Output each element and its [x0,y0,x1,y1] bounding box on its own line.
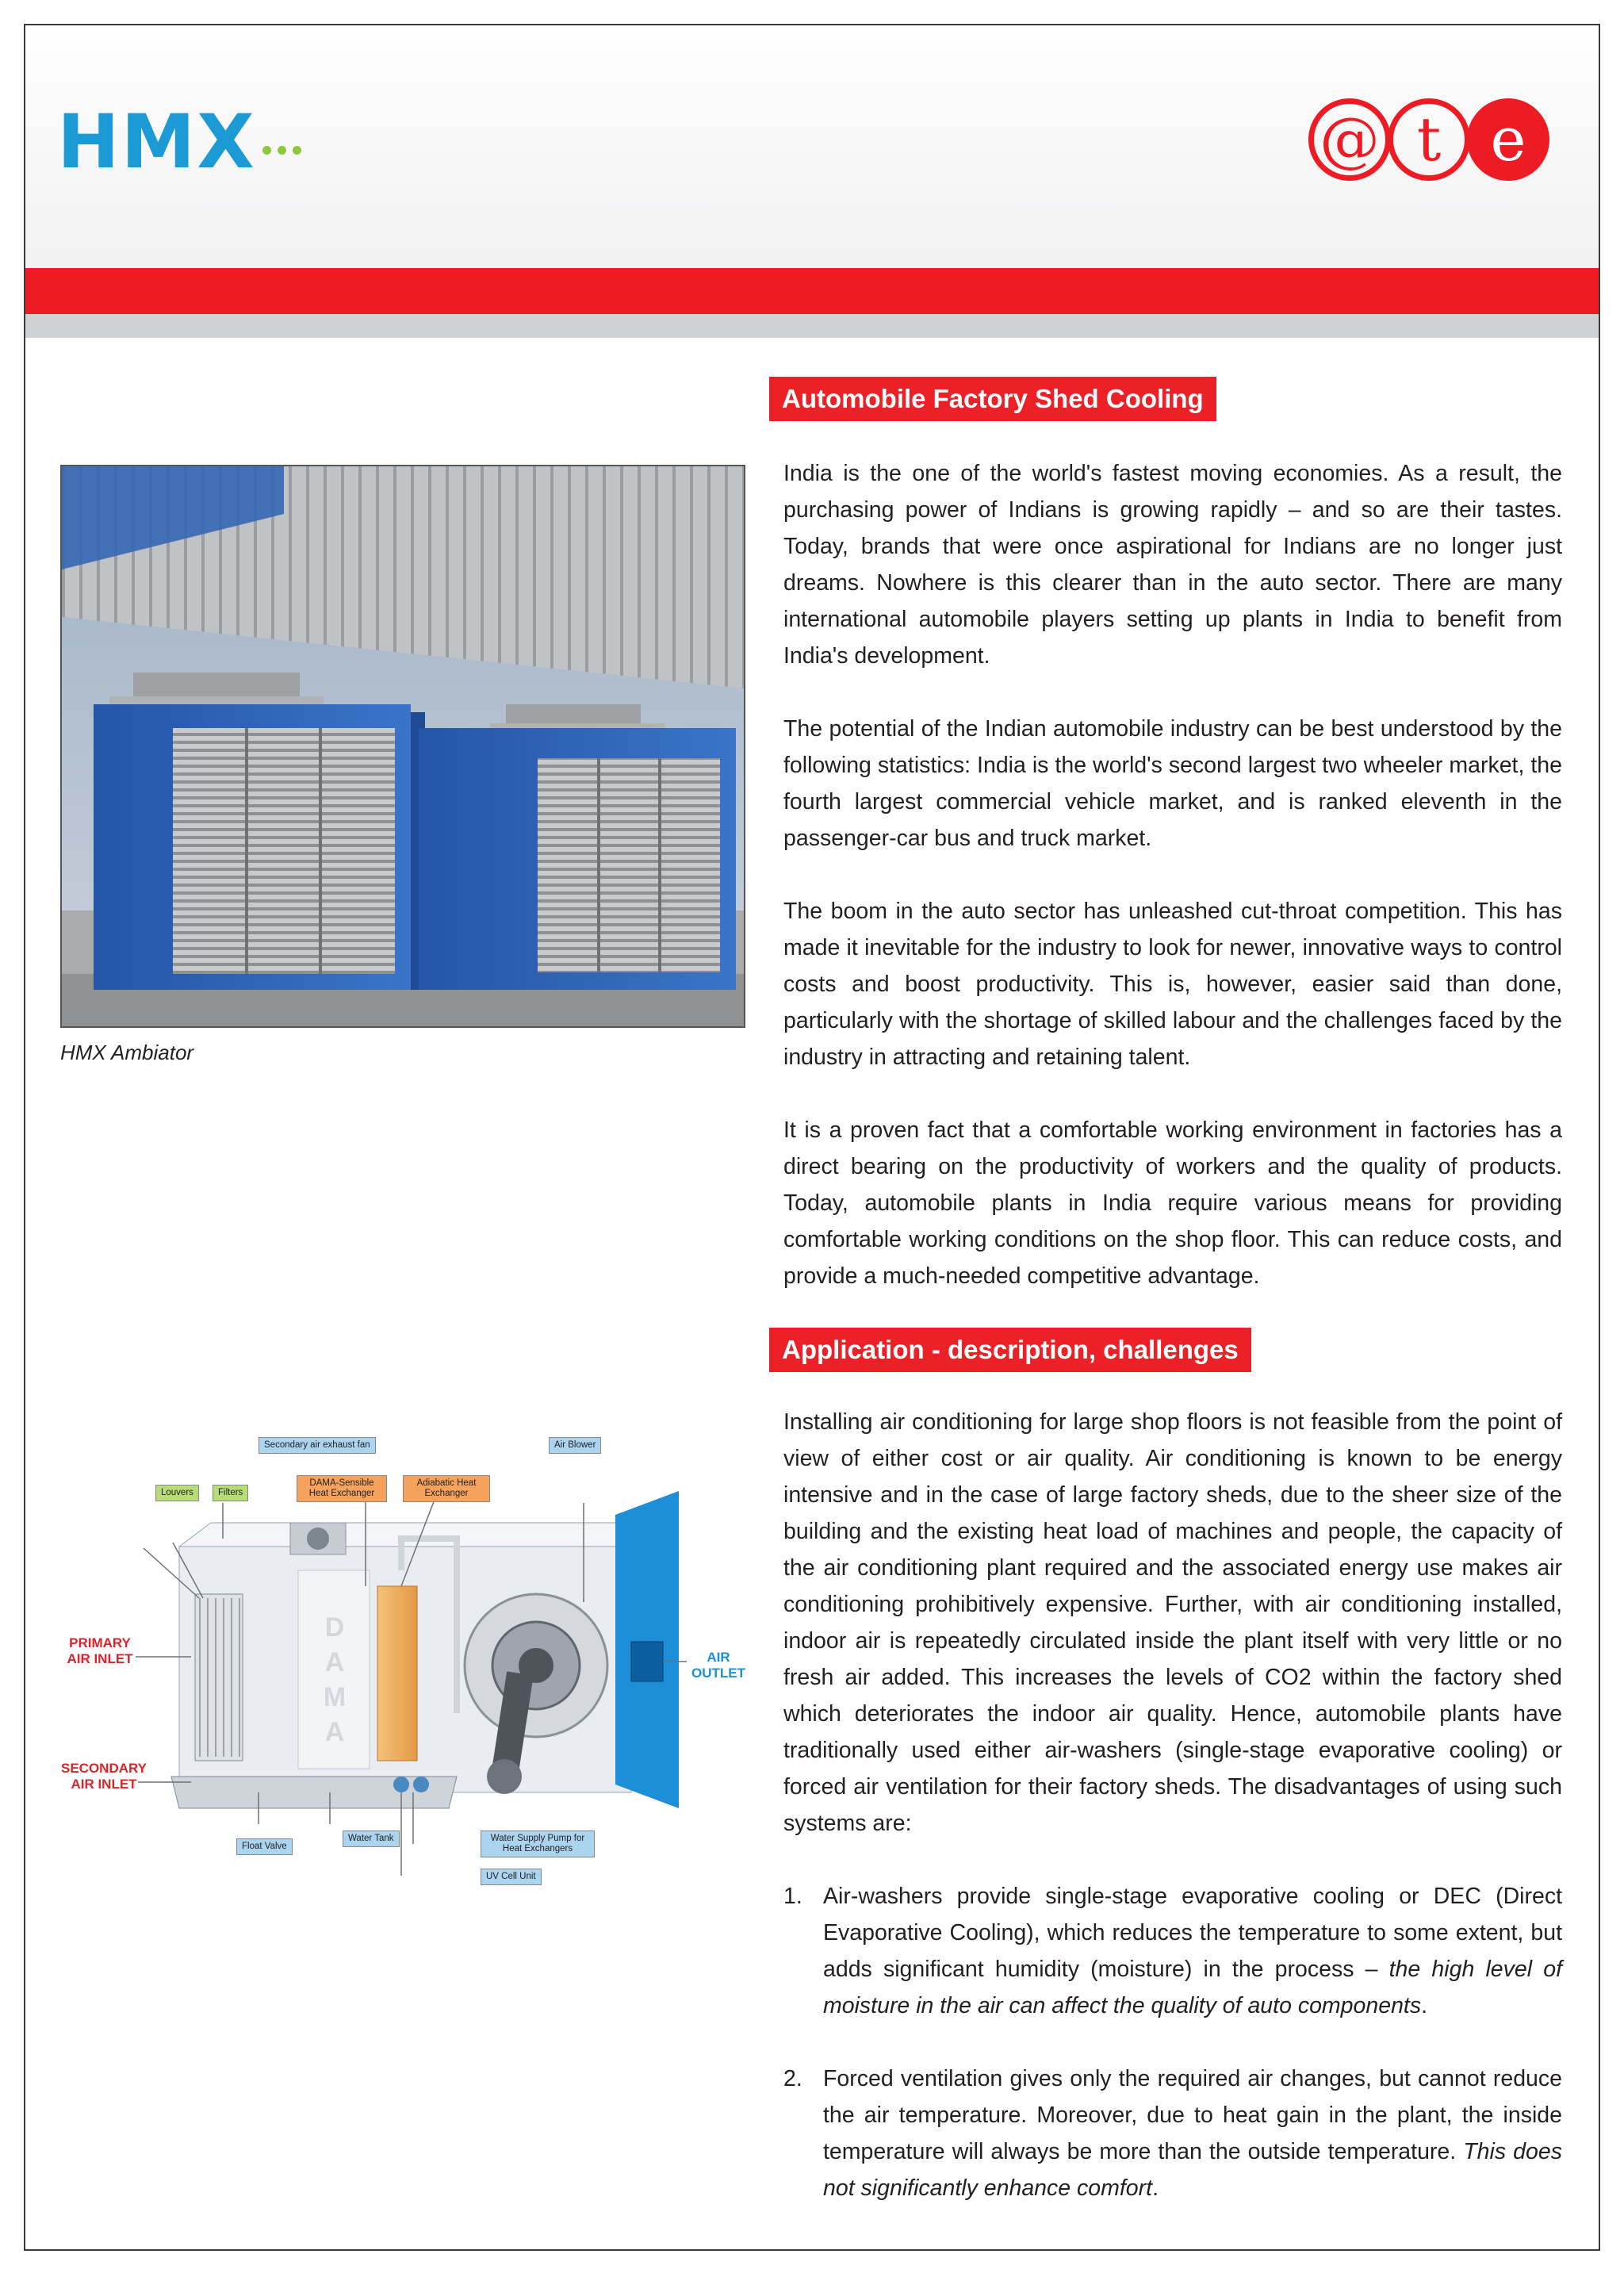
header-red-band [25,268,1599,314]
label-water-supply-pump: Water Supply Pump for Heat Exchangers [481,1830,595,1857]
photo-caption: HMX Ambiator [60,1041,194,1064]
list-number: 1. [783,1884,802,1909]
label-filters: Filters [213,1485,248,1501]
paragraph-environment: It is a proven fact that a comfortable working environment in factories has a direct bearing on the productivity of workers and the quality of products. Today, automobile plants in India require various means for providing comfortable working conditions on the shop floor. This can reduce costs, and provide a much-needed competitive advantage. [783,1117,1562,1289]
paragraph-statistics: The potential of the Indian automobile industry can be best understood by the following statistics: India is the world's second largest two wheeler market, the fourth largest commercial vehicle market, and is ranked eleventh in the passenger-car bus and truck market. [783,716,1562,851]
ambiator-diagram [60,1428,753,1903]
label-adiabatic-heat-exchanger: Adiabatic Heat Exchanger [403,1475,490,1502]
label-air-outlet: AIR OUTLET [691,1650,745,1681]
hmx-logo-dots [262,146,301,155]
dama-letters: DAMA [323,1612,347,1747]
label-air-blower: Air Blower [549,1437,601,1454]
ambiator-photo [60,465,745,1028]
label-dama-heat-exchanger: DAMA-Sensible Heat Exchanger [297,1475,387,1502]
paragraph-intro: India is the one of the world's fastest moving economies. As a result, the purchasing power of Indians is growing rapidly – and so are their tastes. Today, brands that were once aspirational for Indians are no longer just dreams. Nowhere is this clearer than in the auto sector. There are many international automobile players setting up plants in India to benefit from India's development. [783,461,1562,669]
section-title-shed-cooling: Automobile Factory Shed Cooling [769,377,1216,421]
label-float-valve: Float Valve [236,1838,293,1855]
ate-logo-letter: @ [1308,98,1391,181]
label-primary-air-inlet: PRIMARY AIR INLET [67,1635,133,1666]
ate-logo-letter: t [1388,98,1470,181]
label-water-tank: Water Tank [343,1830,400,1847]
paragraph-competition: The boom in the auto sector has unleashed cut-throat competition. This has made it inevitable for the industry to look for newer, innovative ways to control costs and boost productivity. This is, however, easier said than done, particularly with the shortage of skilled labour and the challenges faced by the industry in attracting and retaining talent. [783,899,1562,1070]
ate-logo-letter: e [1467,98,1549,181]
hmx-logo-text: HMX [57,99,256,186]
list-text: Forced ventilation gives only the required air changes, but cannot reduce the air temperature. Moreover, due to heat gain in the plant, the inside temperature will always be more than the outside temperature. This does not significantly enhance comfort. [823,2066,1562,2201]
ate-logo [1308,98,1546,181]
hmx-logo [57,99,301,186]
list-text: Air-washers provide single-stage evaporative cooling or DEC (Direct Evaporative Cooling), which reduces the temperature to some extent, but adds significant humidity (moisture) in the process – the high level of moisture in the air can affect the quality of auto components. [823,1884,1562,2018]
label-uv-cell-unit: UV Cell Unit [481,1869,542,1885]
paragraph-application: Installing air conditioning for large shop floors is not feasible from the point of view of either cost or air quality. Air conditioning is known to be energy intensive and in the case of large factory sheds, due to the sheer size of the building and the existing heat load of machines and people, the capacity of the air conditioning plant required and the associated energy use makes air conditioning prohibitively expensive. Further, with air conditioning installed, indoor air is repeatedly circulated inside the plant itself with very little or no fresh air added. This increases the levels of CO2 within the factory shed which deteriorates the indoor air quality. Hence, automobile plants have traditionally used either air-washers (single-stage evaporative cooling) or forced air ventilation for their factory sheds. The disadvantages of using such systems are: [783,1409,1562,1836]
label-secondary-air-inlet: SECONDARY AIR INLET [61,1761,147,1792]
section-title-application: Application - description, challenges [769,1328,1251,1372]
header-grey-band [25,314,1599,338]
label-louvers: Louvers [155,1485,199,1501]
label-secondary-exhaust-fan: Secondary air exhaust fan [259,1437,376,1454]
list-number: 2. [783,2066,802,2091]
